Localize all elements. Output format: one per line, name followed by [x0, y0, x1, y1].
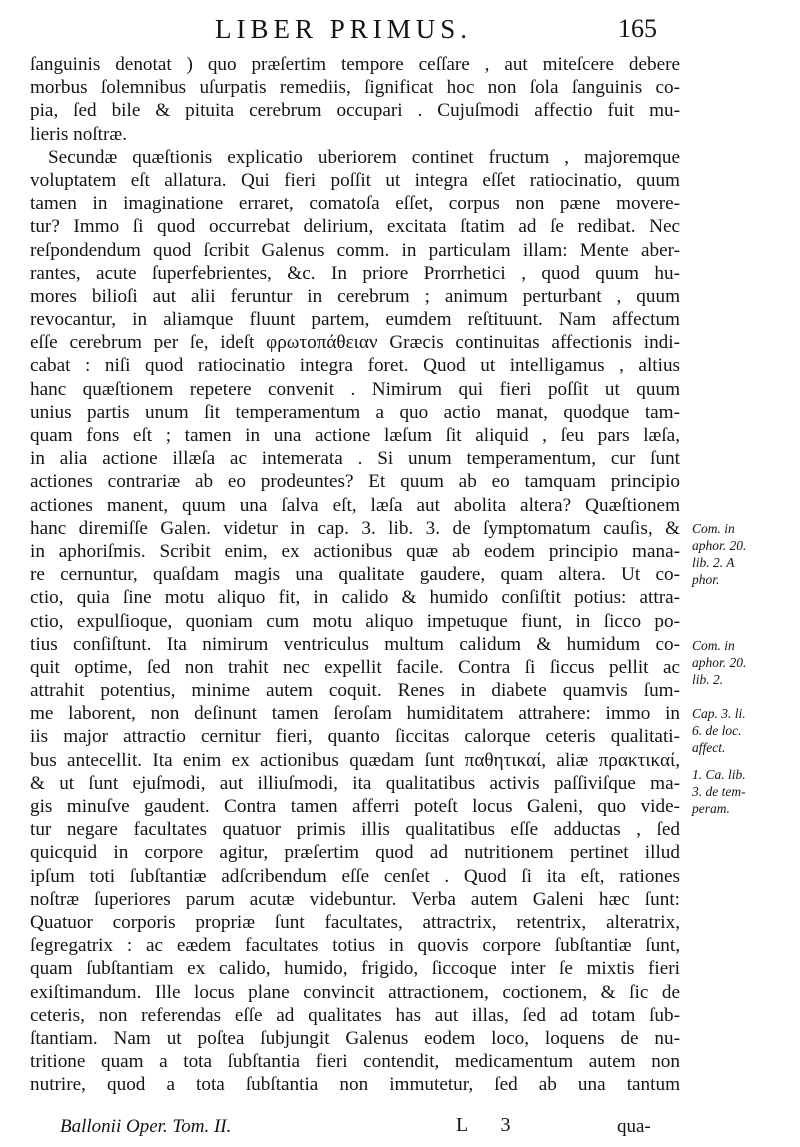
marginal-note-4 — [692, 766, 798, 817]
marginal-note-line: 1. Ca. lib. — [692, 767, 746, 782]
text-line: tamen in imaginatione erraret, comatoſa eſſet, corpus non pæne movere- — [30, 193, 680, 215]
marginal-note-line: Com. in — [692, 638, 735, 653]
text-line: tritione quam a tota ſubſtantia fieri contendit, medicamentum autem non — [30, 1051, 680, 1073]
text-line: revocantur, in aliamque fluunt partem, eumdem reſtituunt. Nam affectum — [30, 309, 680, 331]
text-line: nutrire, quod a tota ſubſtantia non immutetur, ſed ab una tantum — [30, 1074, 680, 1096]
text-line: morbus ſolemnibus uſurpatis remediis, ſignificat hoc non ſola ſanguinis co- — [30, 77, 680, 99]
marginal-note-2 — [692, 637, 798, 688]
text-line: ctio, expulſioque, quoniam cum motu aliquo impetuque fiunt, in ſicco po- — [30, 610, 680, 632]
text-line: voluptatem eſt allatura. Qui fieri poſſit ut integra eſſet ratiocinatio, quum — [30, 169, 680, 191]
text-line: cabat : niſi quod ratiocinatio integra foret. Quod ut intelligamus , altius — [30, 355, 680, 377]
text-line: ſegregatrix : ac eædem facultates totius in quovis corpore ſubſtantiæ ſunt, — [30, 935, 680, 957]
text-line: Quatuor corporis propriæ ſunt facultates, attractrix, retentrix, alteratrix, — [30, 911, 680, 933]
catchword: qua- — [617, 1116, 651, 1137]
text-line: ceteris, non referendas eſſe ad qualitates has aut illas, ſed ad totam ſub- — [30, 1004, 680, 1026]
text-line: actiones manent, quum una ſalva eſt, læſa aut abolita altera? Quæſtionem — [30, 494, 680, 516]
text-line: actiones contrariæ ab eo prodeuntes? Et quum ab eo tamquam principio — [30, 471, 680, 493]
text-line: quam ſubſtantiam ex calido, humido, frigido, ſiccoque inter ſe mixtis fieri — [30, 958, 680, 980]
text-line: bus antecellit. Ita enim ex actionibus quædam ſunt παθητικαί, aliæ πρακτικαί, — [30, 749, 680, 771]
text-line: in alia actione illæſa ac intemerata . Si unum temperamentum, cur ſunt — [30, 448, 680, 470]
text-line: & ut ſunt ejuſmodi, aut illiuſmodi, ita qualitatibus activis paſſiviſque ma- — [30, 772, 680, 794]
text-line: quam fons eſt ; tamen in una actione læſum ſit aliquid , ſeu pars læſa, — [30, 425, 680, 446]
text-line: gis minuſve gaudent. Contra tamen afferri poteſt locus Galeni, quo vide- — [30, 796, 680, 817]
running-title: LIBER PRIMUS. — [215, 14, 473, 44]
text-line: attrahit potentius, minime autem coquit. Renes in diabete quamvis ſum- — [30, 680, 680, 702]
text-line: reſpondendum quod ſcribit Galenus comm. in particulam illam: Mente aber- — [30, 239, 680, 261]
text-line: re cernuntur, quaſdam magis una qualitate gaudere, quam altera. Ut co- — [30, 564, 680, 586]
page-number: 165 — [618, 14, 657, 43]
text-line: eſſe cerebrum per ſe, ideſt φρωτοπάθειαν Græcis continuitas affectionis indi- — [30, 332, 680, 354]
marginal-note-line: aphor. 20. — [692, 655, 747, 670]
marginal-note-line: lib. 2. A — [692, 555, 735, 570]
text-line: hanc quæſtionem repetere convenit . Nimirum qui fieri poſſit ut quum — [30, 378, 680, 400]
text-line: Secundæ quæſtionis explicatio uberiorem continet fructum , majoremque — [48, 146, 680, 168]
marginal-note-line: affect. — [692, 740, 726, 755]
marginal-note-line: lib. 2. — [692, 672, 724, 687]
text-line: lieris noſtræ. — [30, 123, 127, 145]
text-line: unius partis unum ſit temperamentum a quo actio manat, quodque tam- — [30, 401, 680, 423]
footer-signature: Ballonii Oper. Tom. II. — [60, 1116, 232, 1137]
page-header — [0, 10, 800, 50]
marginal-note-line: aphor. 20. — [692, 538, 747, 553]
text-line: ſtantiam. Nam ut poſtea ſubjungit Galenus eodem loco, loquens de nu- — [30, 1027, 680, 1049]
text-line: tur negare facultates quatuor primis illis qualitatibus eſſe adductas , ſed — [30, 819, 680, 841]
marginal-note-line: Cap. 3. li. — [692, 706, 746, 721]
text-line: noſtræ ſuperiores parum acutæ videbuntur. Verba autem Galeni hæc ſunt: — [30, 888, 680, 910]
text-line: hanc diremiſſe Galen. videtur in cap. 3. lib. 3. de ſymptomatum cauſis, & — [30, 517, 680, 539]
text-line: ſanguinis denotat ) quo præſertim tempore ceſſare , aut miteſcere debere — [30, 54, 680, 75]
text-line: iis major attractio cernitur fieri, quanto ſiccitas calorque ceteris qualitati- — [30, 726, 680, 748]
text-line: mores bilioſi aut alii feruntur in cerebrum ; animum perturbant , quum — [30, 285, 680, 307]
text-line: in aphoriſmis. Scribit enim, ex actionibus quæ ab eodem principio mana- — [30, 540, 680, 562]
marginal-note-line: 3. de tem- — [692, 784, 746, 799]
text-line: ctio, quia ſine motu aliquo fit, in calido & humido conſiſtit potius: attra- — [30, 587, 680, 609]
marginal-note-line: Com. in — [692, 521, 735, 536]
marginal-note-line: 6. de loc. — [692, 723, 742, 738]
text-line: quit optime, ſed non trahit nec expellit facile. Contra ſi ſiccus pellit ac — [30, 656, 680, 678]
marginal-note-3 — [692, 705, 798, 756]
signature-mark: L 3 — [456, 1114, 525, 1136]
text-line: tius conſiſtunt. Ita nimirum ventriculus multum calidum & humidum co- — [30, 633, 680, 655]
marginal-note-1 — [692, 520, 798, 588]
text-line: me laborent, non deſinunt tamen ſeroſam humiditatem attrahere: immo in — [30, 703, 680, 725]
text-line: rantes, acute ſuperfebrientes, &c. In priore Prorrhetici , quod quum hu- — [30, 262, 680, 284]
marginal-note-line: peram. — [692, 801, 730, 816]
main-text-block — [30, 53, 680, 1096]
text-line: ipſum toti ſubſtantiæ adſcribendum eſſe cenſet . Quod ſi ita eſt, rationes — [30, 865, 680, 887]
marginal-note-line: phor. — [692, 572, 720, 587]
text-line: exiſtimandum. Ille locus plane convincit attractionem, coctionem, & ſic de — [30, 981, 680, 1003]
text-line: tur? Immo ſi quod occurrebat delirium, excitata ſtatim ad ſe redibat. Nec — [30, 216, 680, 238]
text-line: pia, ſed bile & pituita cerebrum occupari . Cujuſmodi affectio fuit mu- — [30, 100, 680, 122]
text-line: quicquid in corpore agitur, præſertim quod ad nutritionem pertinet illud — [30, 842, 680, 864]
